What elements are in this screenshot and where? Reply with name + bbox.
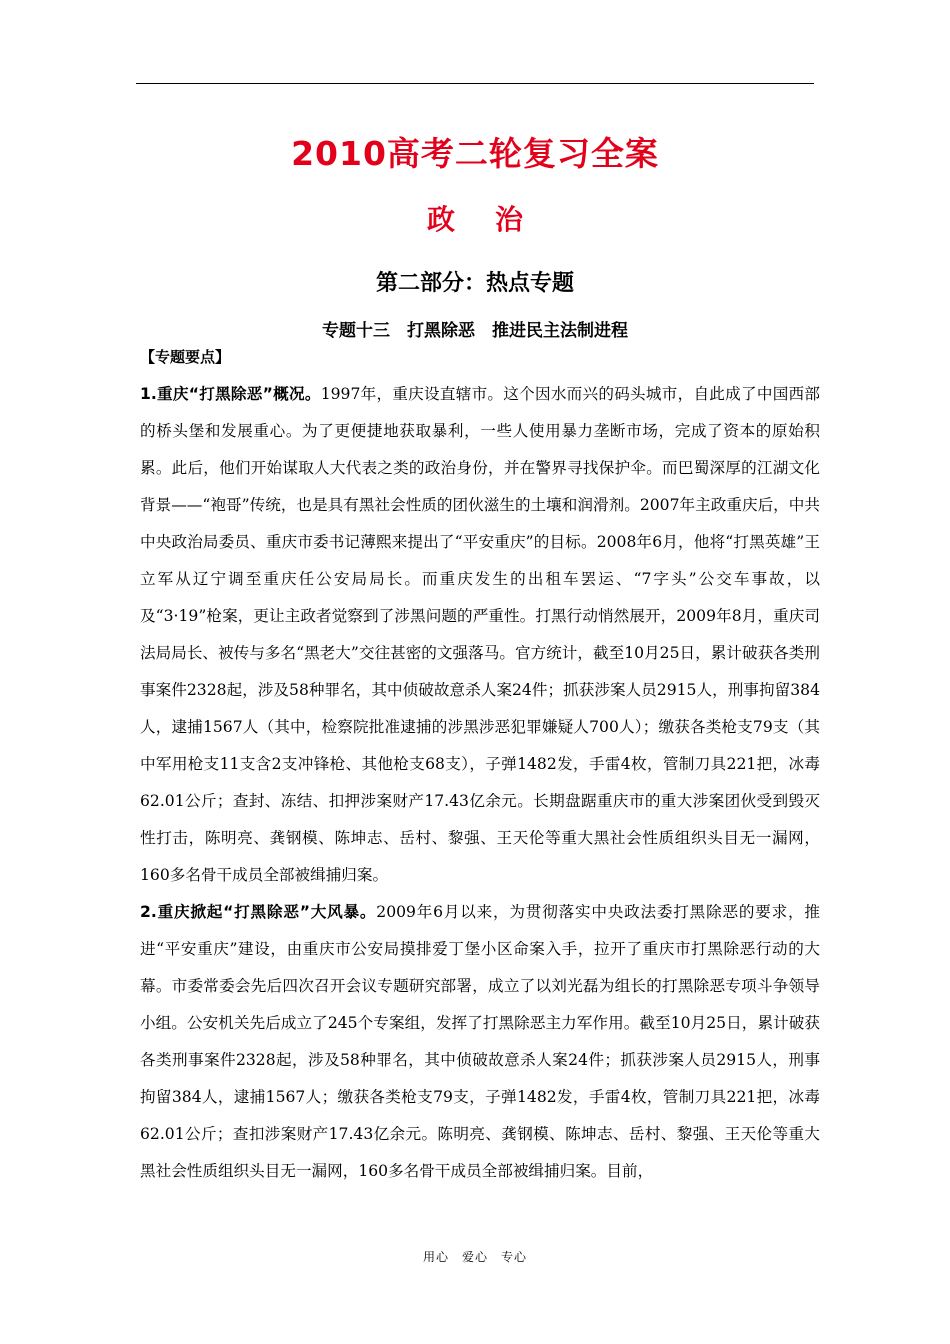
paragraph-2-lead: 2.重庆掀起“打黑除恶”大风暴。: [140, 903, 377, 921]
document-title: 2010高考二轮复习全案: [291, 134, 659, 173]
paragraph-2: [140, 894, 820, 1190]
section-heading: 【专题要点】: [140, 348, 231, 366]
paragraph-1-lead: 1.重庆“打黑除恶”概况。: [140, 385, 321, 403]
paragraph-1: [140, 376, 820, 894]
page-footer: 用心 爱心 专心: [422, 1250, 527, 1264]
part-heading: 第二部分：热点专题: [375, 271, 574, 296]
paragraph-2-text: 2009年6月以来，为贯彻落实中央政法委打黑除恶的要求，推进“平安重庆”建设，由重庆市公安局摸排爱丁堡小区命案入手，拉开了重庆市打黑除恶行动的大幕。市委常委会先后四次召开会议专题研究部署，成立了以刘光磊为组长的打黑除恶专项斗争领导小组。公安机关先后成立了245个专案组，发挥了打黑除恶主力军作用。截至10月25日，累计破获各类刑事案件2328起，涉及58种罪名，其中侦破故意杀人案24件；抓获涉案人员2915人，刑事拘留384人，逮捕1567人；缴获各类枪支79支，子弹1482发，手雷4枚，管制刀具221把，冰毒62.01公斤；查扣涉案财产17.43亿余元。陈明亮、龚钢模、陈坤志、岳村、黎强、王天伦等重大黑社会性质组织头目无一漏网，160多名骨干成员全部被缉捕归案。目前，: [140, 903, 820, 1180]
topic-heading: 专题十三 打黑除恶 推进民主法制进程: [322, 321, 628, 341]
header-rule: [136, 83, 814, 84]
subject-heading: 政治: [426, 203, 563, 236]
paragraph-1-text: 1997年，重庆设直辖市。这个因水而兴的码头城市，自此成了中国西部的桥头堡和发展重心。为了更便捷地获取暴利，一些人使用暴力垄断市场，完成了资本的原始积累。此后，他们开始谋取人大代表之类的政治身份，并在警界寻找保护伞。而巴蜀深厚的江湖文化背景——“袍哥”传统，也是具有黑社会性质的团伙滋生的土壤和润滑剂。2007年主政重庆后，中共中央政治局委员、重庆市委书记薄熙来提出了“平安重庆”的目标。2008年6月，他将“打黑英雄”王立军从辽宁调至重庆任公安局局长。而重庆发生的出租车罢运、“7字头”公交车事故，以及“3·19”枪案，更让主政者觉察到了涉黑问题的严重性。打黑行动悄然展开，2009年8月，重庆司法局局长、被传与多名“黑老大”交往甚密的文强落马。官方统计，截至10月25日，累计破获各类刑事案件2328起，涉及58种罪名，其中侦破故意杀人案24件；抓获涉案人员2915人，刑事拘留384人，逮捕1567人（其中，检察院批准逮捕的涉黑涉恶犯罪嫌疑人700人）；缴获各类枪支79支（其中军用枪支11支含2支冲锋枪、其他枪支68支），子弹1482发，手雷4枚，管制刀具221把，冰毒62.01公斤；查封、冻结、扣押涉案财产17.43亿余元。长期盘踞重庆市的重大涉案团伙受到毁灭性打击，陈明亮、龚钢模、陈坤志、岳村、黎强、王天伦等重大黑社会性质组织头目无一漏网，160多名骨干成员全部被缉捕归案。: [140, 385, 820, 884]
